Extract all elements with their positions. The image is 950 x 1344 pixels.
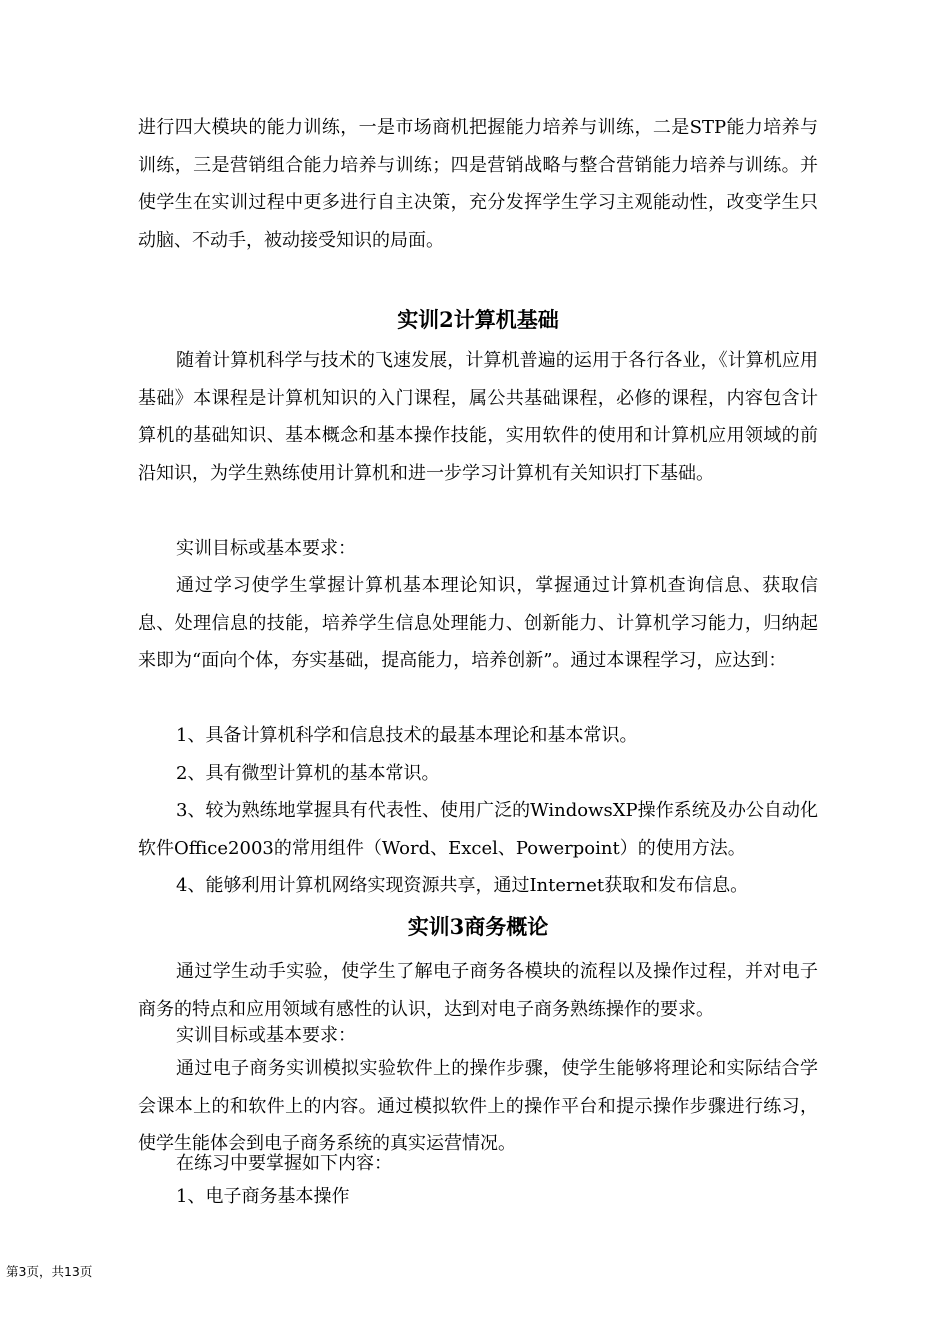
section-3-goal-label: 实训目标或基本要求： bbox=[176, 1025, 356, 1046]
section-2-item-2: 2、具有微型计算机的基本常识。 bbox=[176, 763, 440, 784]
section-2-goal-label: 实训目标或基本要求： bbox=[176, 538, 356, 559]
section-3-goal-text: 通过电子商务实训模拟实验软件上的操作步骤，使学生能够将理论和实际结合学会课本上的和软件上的内容。通过模拟软件上的操作平台和提示操作步骤进行练习，使学生能体会到电子商务系统的真实运营情况。 bbox=[138, 1058, 818, 1154]
section-3-practice-label: 在练习中要掌握如下内容： bbox=[176, 1153, 392, 1174]
section-3-intro: 通过学生动手实验，使学生了解电子商务各模块的流程以及操作过程，并对电子商务的特点和应用领域有感性的认识，达到对电子商务熟练操作的要求。 bbox=[138, 961, 818, 1020]
intro-paragraph: 进行四大模块的能力训练，一是市场商机把握能力培养与训练，二是STP能力培养与训练，三是营销组合能力培养与训练；四是营销战略与整合营销能力培养与训练。并使学生在实训过程中更多进行自主决策，充分发挥学生学习主观能动性，改变学生只动脑、不动手，被动接受知识的局面。 bbox=[138, 117, 818, 251]
page-number-footer: 第3页，共13页 bbox=[6, 1264, 93, 1279]
section-2-intro: 随着计算机科学与技术的飞速发展，计算机普遍的运用于各行各业，《计算机应用基础》本课程是计算机知识的入门课程，属公共基础课程，必修的课程，内容包含计算机的基础知识、基本概念和基本操作技能，实用软件的使用和计算机应用领域的前沿知识，为学生熟练使用计算机和进一步学习计算机有关知识打下基础。 bbox=[138, 350, 818, 484]
section-2-item-3: 3、较为熟练地掌握具有代表性、使用广泛的WindowsXP操作系统及办公自动化软件Office2003的常用组件（Word、Excel、Powerpoint）的使用方法。 bbox=[138, 800, 818, 859]
section-2-item-1: 1、具备计算机科学和信息技术的最基本理论和基本常识。 bbox=[176, 725, 638, 746]
section-2-heading: 实训2计算机基础 bbox=[397, 307, 559, 332]
section-3-heading: 实训3商务概论 bbox=[407, 914, 549, 939]
section-2-item-4: 4、能够利用计算机网络实现资源共享，通过Internet获取和发布信息。 bbox=[176, 875, 749, 896]
section-3-item-1: 1、电子商务基本操作 bbox=[176, 1186, 350, 1207]
section-2-goal-text: 通过学习使学生掌握计算机基本理论知识，掌握通过计算机查询信息、获取信息、处理信息的技能，培养学生信息处理能力、创新能力、计算机学习能力，归纳起来即为“面向个体，夯实基础，提高能力，培养创新”。通过本课程学习，应达到： bbox=[138, 575, 818, 671]
